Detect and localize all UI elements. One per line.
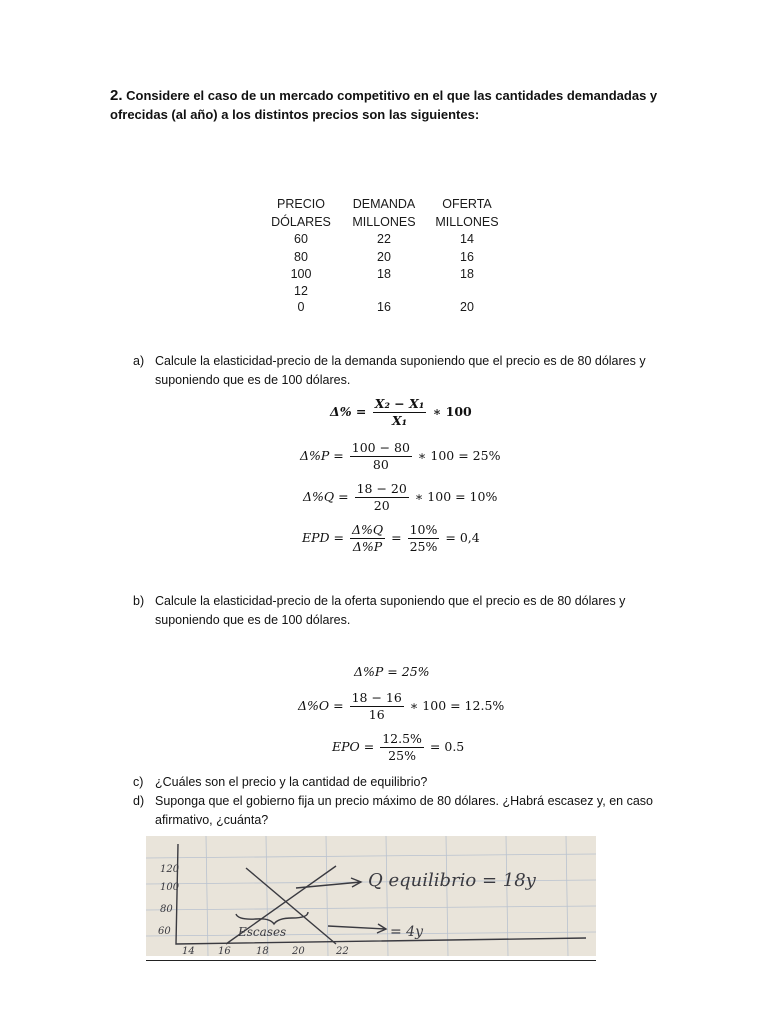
- formula-rhs: ∗ 100 = 10%: [414, 489, 498, 504]
- bottom-rule: [146, 960, 596, 961]
- supply-cell: 18: [460, 267, 474, 281]
- x-tick-label: 14: [182, 946, 195, 956]
- fraction-numerator: 18 − 16: [351, 690, 402, 705]
- formula-lhs: Δ%P =: [300, 448, 344, 463]
- shortage-value: = 4y: [390, 924, 423, 940]
- shortage-label: Escases: [238, 925, 287, 939]
- y-tick-label: 120: [160, 864, 180, 875]
- supply-column: [412, 196, 522, 316]
- equals-sign: =: [391, 530, 402, 545]
- fraction: [355, 481, 409, 514]
- fraction-denominator: 25%: [409, 539, 438, 554]
- supply-cell: 20: [460, 299, 474, 314]
- demand-cell: 18: [377, 267, 391, 281]
- fraction-numerator: X₂ − X₁: [374, 396, 425, 411]
- formula-quantity-change: [303, 481, 497, 514]
- supply-cell: [412, 284, 522, 299]
- formula-lhs: Δ%O =: [298, 698, 344, 713]
- price-cell: 12: [294, 283, 308, 298]
- part-d-label: d): [133, 794, 145, 808]
- price-cell: 0: [297, 299, 305, 314]
- y-tick-label: 60: [158, 926, 171, 937]
- fraction-numerator: 12.5%: [382, 731, 422, 746]
- part-d-text: Suponga que el gobierno fija un precio máximo de 80 dólares. ¿Habrá escasez y, en caso afirmativo, ¿cuánta?: [155, 794, 653, 827]
- formula-rhs: = 0,4: [445, 530, 480, 545]
- part-c-text: ¿Cuáles son el precio y la cantidad de equilibrio?: [155, 775, 428, 789]
- price-cell: 60: [294, 232, 308, 246]
- price-cell: 80: [294, 249, 308, 264]
- part-b-text: Calcule la elasticidad-precio de la oferta suponiendo que el precio es de 80 dólares y suponiendo que es de 100 dólares.: [155, 594, 626, 627]
- fraction: [380, 731, 424, 764]
- price-header-2: DÓLARES: [271, 214, 331, 229]
- handwritten-sketch-photo: [146, 836, 596, 956]
- fraction-denominator: 20: [373, 498, 390, 513]
- x-tick-label: 18: [256, 946, 269, 956]
- demand-cell: 20: [377, 249, 391, 264]
- formula-demand-elasticity: [302, 522, 480, 555]
- fraction: [350, 522, 385, 555]
- demand-cell: 16: [377, 299, 391, 314]
- fraction-denominator: 80: [372, 457, 389, 472]
- demand-cell: 22: [377, 232, 391, 246]
- formula-lhs: Δ%Q =: [303, 489, 349, 504]
- formula-lhs: EPD =: [302, 530, 345, 545]
- x-tick-label: 16: [218, 946, 231, 956]
- formula-rhs: ∗ 100 = 25%: [417, 448, 501, 463]
- part-c-label: c): [133, 775, 144, 789]
- formula-text: Δ%P = 25%: [354, 664, 430, 679]
- formula-rhs: = 0.5: [429, 739, 465, 754]
- formula-rhs: ∗ 100: [432, 404, 472, 419]
- part-a-label: a): [133, 354, 145, 368]
- fraction-numerator: 100 − 80: [351, 440, 410, 455]
- price-header-1: PRECIO: [277, 197, 325, 211]
- question-2-statement: [110, 86, 670, 124]
- fraction-denominator: 16: [368, 707, 385, 722]
- demand-header-2: MILLONES: [352, 214, 416, 229]
- formula-price-change-b: [354, 664, 430, 679]
- demand-header-1: DEMANDA: [352, 197, 416, 211]
- supply-demand-table: [246, 196, 526, 321]
- formula-rhs: ∗ 100 = 12.5%: [409, 698, 505, 713]
- fraction-numerator: Δ%Q: [352, 522, 384, 537]
- part-b-label: b): [133, 594, 145, 608]
- part-d-question: [133, 792, 693, 832]
- part-a-question: [133, 352, 693, 392]
- supply-header-2: MILLONES: [435, 214, 499, 229]
- fraction-numerator: 18 − 20: [356, 481, 407, 496]
- supply-cell: 14: [460, 232, 474, 246]
- fraction: [350, 440, 412, 473]
- paper-background: [146, 836, 596, 956]
- y-tick-label: 80: [160, 904, 173, 915]
- formula-percent-change: [330, 396, 472, 429]
- fraction: [408, 522, 440, 555]
- equilibrium-note: Q equilibrio = 18y: [368, 870, 536, 891]
- fraction-numerator: 10%: [409, 522, 438, 537]
- question-text: Considere el caso de un mercado competitivo en el que las cantidades demandadas y ofrecidas (al año) a los distintos precios son las siguientes:: [110, 88, 658, 122]
- formula-supply-elasticity: [332, 731, 464, 764]
- part-b-question: [133, 592, 693, 632]
- supply-header-1: OFERTA: [442, 197, 492, 211]
- y-tick-label: 100: [160, 882, 180, 893]
- formula-supply-change: [298, 690, 504, 723]
- formula-price-change: [300, 440, 500, 473]
- fraction: [350, 690, 404, 723]
- part-c-question: [133, 773, 693, 793]
- formula-lhs: Δ% =: [330, 404, 367, 419]
- price-cell: 100: [290, 267, 312, 281]
- supply-cell: 16: [460, 249, 474, 264]
- fraction-denominator: X₁: [391, 413, 408, 428]
- fraction-denominator: Δ%P: [352, 539, 383, 554]
- x-tick-label: 22: [336, 946, 349, 956]
- formula-lhs: EPO =: [332, 739, 375, 754]
- part-a-text: Calcule la elasticidad-precio de la demanda suponiendo que el precio es de 80 dólares y suponiendo que es de 100 dólares.: [155, 354, 646, 387]
- fraction-denominator: 25%: [388, 748, 416, 763]
- x-tick-label: 20: [292, 946, 305, 956]
- fraction: [373, 396, 427, 429]
- question-number: 2.: [110, 87, 123, 104]
